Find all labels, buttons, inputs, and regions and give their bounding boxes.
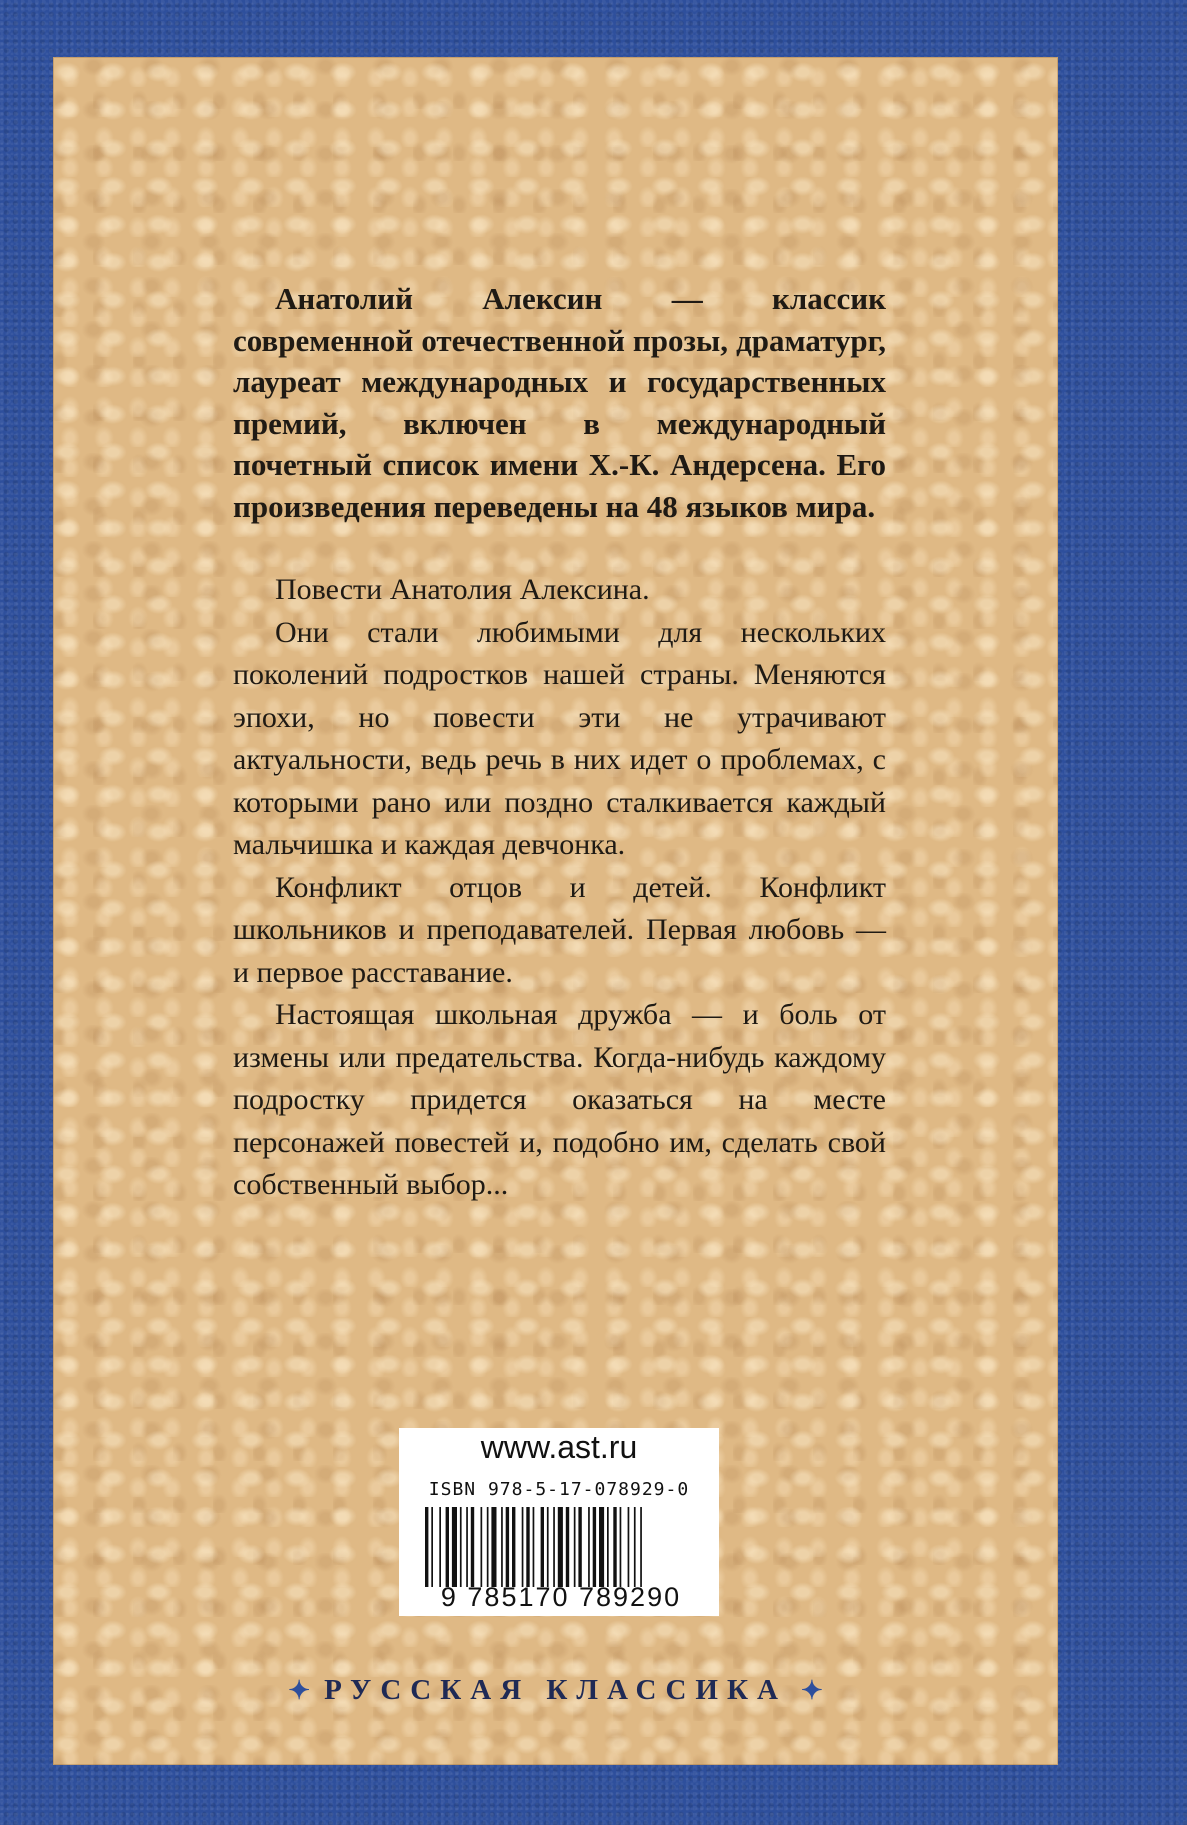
author-annotation: Анатолий Алексин — классик современной отечественной прозы, драматург, лауреат международных и государственных премий, включен в международный почетный список имени Х.-К. Андерсена. Его произведения переведены на 48 языков мира. <box>233 281 886 524</box>
series-title <box>53 1674 1058 1707</box>
ornament-star-icon: ✦ <box>800 1676 823 1705</box>
barcode-icon <box>425 1507 705 1587</box>
description-paragraph: Настоящая школьная дружба — и боль от измены или предательства. Когда-нибудь каждому подростку придется оказаться на месте персонажей повестей и, подобно им, сделать свой собственный выбор... <box>233 998 886 1201</box>
paragraph-gap <box>233 527 886 569</box>
description-paragraph: Повести Анатолия Алексина. <box>275 573 650 606</box>
series-name: РУССКАЯ КЛАССИКА <box>324 1674 787 1706</box>
back-cover-text <box>233 278 886 1207</box>
description-paragraph: Они стали любимыми для нескольких поколений подростков нашей страны. Меняются эпохи, но повести эти не утрачивают актуальности, ведь речь в них идет о проблемах, с которыми рано или поздно сталкивается каждый мальчишка и каждая девчонка. <box>233 615 886 861</box>
barcode-digits: 9 785170 789290 <box>440 1582 682 1612</box>
publisher-url: www.ast.ru <box>480 1429 638 1465</box>
barcode-label <box>399 1428 719 1616</box>
description-paragraph: Конфликт отцов и детей. Конфликт школьников и преподавателей. Первая любовь — и первое расставание. <box>233 870 886 989</box>
isbn-text: ISBN 978-5-17-078929-0 <box>428 1479 690 1500</box>
ornament-star-icon: ✦ <box>288 1676 311 1705</box>
